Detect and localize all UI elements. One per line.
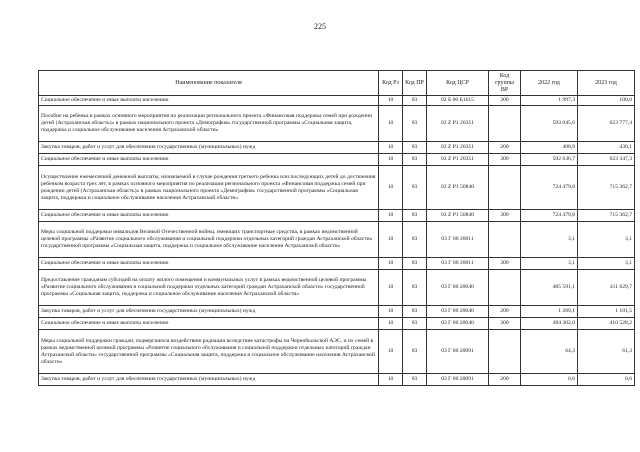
- cell-rz: 10: [379, 154, 403, 166]
- cell-name: Осуществление ежемесячной денежной выплаты, назначаемой в случае рождения третьего ребенка или последующих детей до достижения ребенком возраста трех лет, в рамках основного мероприятия по реализации регионального проекта «Финансовая поддержка семей при рождении детей (Астраханская область)» в рамках национального проекта «Демография» государственной программы «Социальная защита, поддержка и социальное обслуживание населения Астраханской области»: [39, 166, 379, 210]
- cell-rz: 10: [379, 142, 403, 154]
- header-name: Наименование показателя: [39, 71, 379, 96]
- cell-2022: 1 997,3: [521, 96, 578, 106]
- cell-vr: 300: [489, 210, 521, 222]
- header-2022: 2022 год: [521, 71, 578, 96]
- cell-name: Закупка товаров, работ и услуг для обеспечения государственных (муниципальных) нужд: [39, 306, 379, 318]
- cell-rz: 10: [379, 258, 403, 270]
- cell-pr: 03: [403, 374, 427, 386]
- cell-2022: 593 045,6: [521, 106, 578, 142]
- cell-csr: 03 Г 00 20091: [427, 374, 489, 386]
- cell-rz: 10: [379, 270, 403, 306]
- cell-name: Закупка товаров, работ и услуг для обеспечения государственных (муниципальных) нужд: [39, 374, 379, 386]
- cell-rz: 10: [379, 222, 403, 258]
- cell-pr: 03: [403, 222, 427, 258]
- cell-vr: 200: [489, 142, 521, 154]
- cell-2022: 3,1: [521, 222, 578, 258]
- cell-pr: 03: [403, 330, 427, 374]
- cell-2023: 410 528,2: [578, 318, 635, 330]
- cell-name: Предоставление гражданам субсидий на оплату жилого помещения и коммунальных услуг в рамках ведомственной целевой программы «Развитие социального обслуживания и социальной поддержки отдельных категорий граждан Астраханской области» государственной программы «Социальная защита, поддержка и социальное обслуживание населения Астраханской области»: [39, 270, 379, 306]
- cell-vr: 300: [489, 318, 521, 330]
- cell-csr: 03 Г 00 20011: [427, 222, 489, 258]
- cell-2023: 100,0: [578, 96, 635, 106]
- header-2023: 2023 год: [578, 71, 635, 96]
- cell-rz: 10: [379, 106, 403, 142]
- table-row: [39, 330, 635, 374]
- cell-name: Социальное обеспечение и иные выплаты населению: [39, 258, 379, 270]
- table-row: [39, 210, 635, 222]
- header-rz: Код Рз: [379, 71, 403, 96]
- cell-rz: 10: [379, 306, 403, 318]
- cell-2023: 1 101,5: [578, 306, 635, 318]
- cell-pr: 03: [403, 306, 427, 318]
- cell-2022: 64,3: [521, 330, 578, 374]
- cell-csr: 03 Z Р1 50840: [427, 210, 489, 222]
- cell-2022: 0,6: [521, 374, 578, 386]
- table-row: [39, 106, 635, 142]
- cell-vr: [489, 166, 521, 210]
- header-csr: Код ЦСР: [427, 71, 489, 96]
- cell-rz: 10: [379, 166, 403, 210]
- cell-rz: 10: [379, 210, 403, 222]
- header-vr: Код группы ВР: [489, 71, 521, 96]
- cell-csr: 03 Г 00 20091: [427, 330, 489, 374]
- table-row: [39, 166, 635, 210]
- page-number: 225: [314, 22, 326, 31]
- cell-2022: 3,1: [521, 258, 578, 270]
- cell-pr: 03: [403, 270, 427, 306]
- cell-name: Закупка товаров, работ и услуг для обеспечения государственных (муниципальных) нужд: [39, 142, 379, 154]
- cell-pr: 03: [403, 258, 427, 270]
- cell-name: Социальное обеспечение и иные выплаты населению: [39, 96, 379, 106]
- cell-name: Пособие на ребенка в рамках основного мероприятия по реализации регионального проекта «Финансовая поддержка семей при рождении детей (Астраханская область)» в рамках национального проекта «Демография» государственной программы «Социальная защита, поддержка и социальное обслуживание населения Астраханской области»: [39, 106, 379, 142]
- cell-vr: [489, 330, 521, 374]
- cell-csr: 03 Z Р1 20351: [427, 106, 489, 142]
- cell-2022: 724 479,8: [521, 210, 578, 222]
- cell-name: Меры социальной поддержки инвалидов Великой Отечественной войны, имеющих транспортные средства, в рамках ведомственной целевой программы «Развитие социального обслуживания и социальной поддержки отдельных категорий граждан Астраханской области» государственной программы «Социальная защита, поддержка и социальное обслуживание населения Астраханской области»: [39, 222, 379, 258]
- cell-2023: 623 347,3: [578, 154, 635, 166]
- cell-2023: 61,3: [578, 330, 635, 374]
- cell-vr: 200: [489, 374, 521, 386]
- cell-rz: 10: [379, 374, 403, 386]
- table-row: [39, 222, 635, 258]
- cell-pr: 03: [403, 142, 427, 154]
- cell-rz: 10: [379, 330, 403, 374]
- cell-name: Социальное обеспечение и иные выплаты населению: [39, 318, 379, 330]
- cell-csr: 03 Г 00 20011: [427, 258, 489, 270]
- cell-2022: 485 591,1: [521, 270, 578, 306]
- cell-2023: 623 777,4: [578, 106, 635, 142]
- table-row: [39, 258, 635, 270]
- cell-pr: 03: [403, 166, 427, 210]
- cell-2023: 715 362,7: [578, 210, 635, 222]
- cell-pr: 03: [403, 318, 427, 330]
- cell-2023: 3,1: [578, 222, 635, 258]
- table-row: [39, 374, 635, 386]
- cell-pr: 03: [403, 210, 427, 222]
- cell-2022: 408,9: [521, 142, 578, 154]
- table-body: [39, 96, 635, 386]
- cell-vr: 300: [489, 96, 521, 106]
- header-pr: Код ПР: [403, 71, 427, 96]
- cell-pr: 03: [403, 106, 427, 142]
- cell-vr: 300: [489, 258, 521, 270]
- cell-2023: 3,1: [578, 258, 635, 270]
- cell-csr: 03 Z Р1 20351: [427, 154, 489, 166]
- cell-vr: [489, 106, 521, 142]
- cell-pr: 03: [403, 154, 427, 166]
- table-row: [39, 270, 635, 306]
- cell-2022: 1 289,1: [521, 306, 578, 318]
- cell-csr: 03 Г 00 20040: [427, 270, 489, 306]
- cell-2022: 484 302,0: [521, 318, 578, 330]
- cell-name: Социальное обеспечение и иные выплаты населению: [39, 210, 379, 222]
- table-row: [39, 306, 635, 318]
- cell-2023: 715 362,7: [578, 166, 635, 210]
- table-header-row: [39, 71, 635, 96]
- cell-rz: 10: [379, 318, 403, 330]
- table-row: [39, 142, 635, 154]
- cell-vr: 200: [489, 306, 521, 318]
- cell-2023: 430,1: [578, 142, 635, 154]
- cell-vr: [489, 222, 521, 258]
- cell-2023: 411 629,7: [578, 270, 635, 306]
- cell-csr: 03 Г 00 20040: [427, 306, 489, 318]
- budget-table: [38, 70, 635, 386]
- cell-csr: 03 Z Р1 20351: [427, 142, 489, 154]
- cell-name: Социальное обеспечение и иные выплаты населению: [39, 154, 379, 166]
- cell-2022: 724 479,8: [521, 166, 578, 210]
- cell-2022: 592 636,7: [521, 154, 578, 166]
- table-row: [39, 318, 635, 330]
- cell-2023: 0,6: [578, 374, 635, 386]
- cell-vr: 300: [489, 154, 521, 166]
- table-row: [39, 96, 635, 106]
- cell-csr: 02 Б 00 Б1615: [427, 96, 489, 106]
- table-row: [39, 154, 635, 166]
- cell-pr: 03: [403, 96, 427, 106]
- cell-name: Меры социальной поддержки граждан, подвергшихся воздействию радиации вследствие катастрофы на Чернобыльской АЭС, и их семей в рамках ведомственной целевой программы «Развитие социального обслуживания и социальной поддержки отдельных категорий граждан Астраханской области» государственной программы «Социальная защита, поддержка и социальное обслуживание населения Астраханской области»: [39, 330, 379, 374]
- cell-rz: 10: [379, 96, 403, 106]
- cell-csr: 03 Г 00 20040: [427, 318, 489, 330]
- cell-vr: [489, 270, 521, 306]
- cell-csr: 03 Z Р1 50840: [427, 166, 489, 210]
